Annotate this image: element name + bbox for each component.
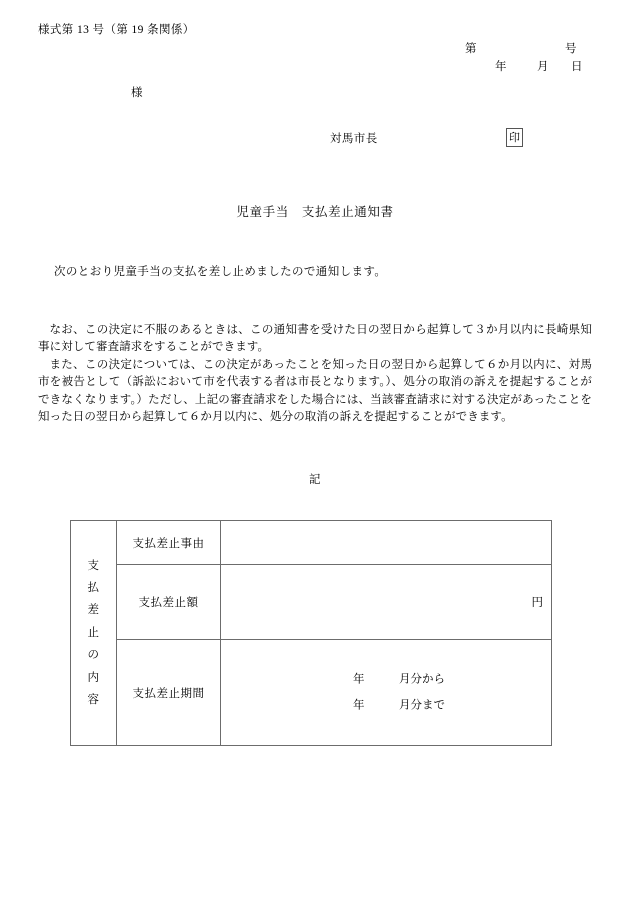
legal-notice-body	[38, 322, 592, 427]
document-number-prefix: 第	[465, 43, 477, 55]
table-row	[71, 565, 552, 640]
form-number: 様式第 13 号（第 19 条関係）	[38, 24, 195, 36]
row-value-period[interactable]	[221, 640, 552, 746]
table-row	[71, 640, 552, 746]
issuer-name: 対馬市長	[330, 133, 378, 145]
seal-stamp-box: 印	[506, 128, 523, 147]
date-day-label: 日	[571, 61, 583, 73]
suspension-detail-table	[70, 520, 552, 746]
row-value-amount[interactable]	[221, 565, 552, 640]
date-month-label: 月	[537, 61, 549, 73]
period-from-year-label: 年	[353, 673, 365, 686]
document-title: 児童手当 支払差止通知書	[236, 205, 394, 219]
row-label-reason: 支払差止事由	[117, 521, 221, 565]
period-date-lines	[353, 666, 445, 719]
ki-marker: 記	[309, 474, 321, 486]
date-year-label: 年	[495, 61, 507, 73]
lead-sentence: 次のとおり児童手当の支払を差し止めましたので通知します。	[54, 266, 387, 278]
period-from-month-label: 月分から	[399, 673, 445, 686]
period-to-month-label: 月分まで	[399, 699, 445, 712]
table-row	[71, 521, 552, 565]
period-to-year-label: 年	[353, 699, 365, 712]
document-number-suffix: 号	[565, 43, 577, 55]
row-label-amount: 支払差止額	[117, 565, 221, 640]
document-date-row	[465, 59, 585, 142]
yen-unit-label: 円	[531, 597, 543, 609]
row-label-period: 支払差止期間	[117, 640, 221, 746]
litigation-paragraph: また、この決定については、この決定があったことを知った日の翌日から起算して６か月以内に、対馬市を被告として（訴訟において市を代表する者は市長となります。）、処分の取消の訴えを提起することができなくなります。）ただし、上記の審査請求をした場合には、当該審査請求に対する決定があったことを知った日の翌日から起算して６か月以内に、処分の取消の訴えを提起することができます。	[38, 358, 592, 424]
vertical-header-text: 支 払 差 止 の 内 容	[87, 559, 100, 707]
vertical-header-cell	[71, 521, 117, 746]
addressee-honorific: 様	[131, 87, 143, 99]
row-value-reason[interactable]	[221, 521, 552, 565]
appeal-paragraph: なお、この決定に不服のあるときは、この通知書を受けた日の翌日から起算して３か月以内に長崎県知事に対して審査請求をすることができます。	[38, 324, 592, 354]
